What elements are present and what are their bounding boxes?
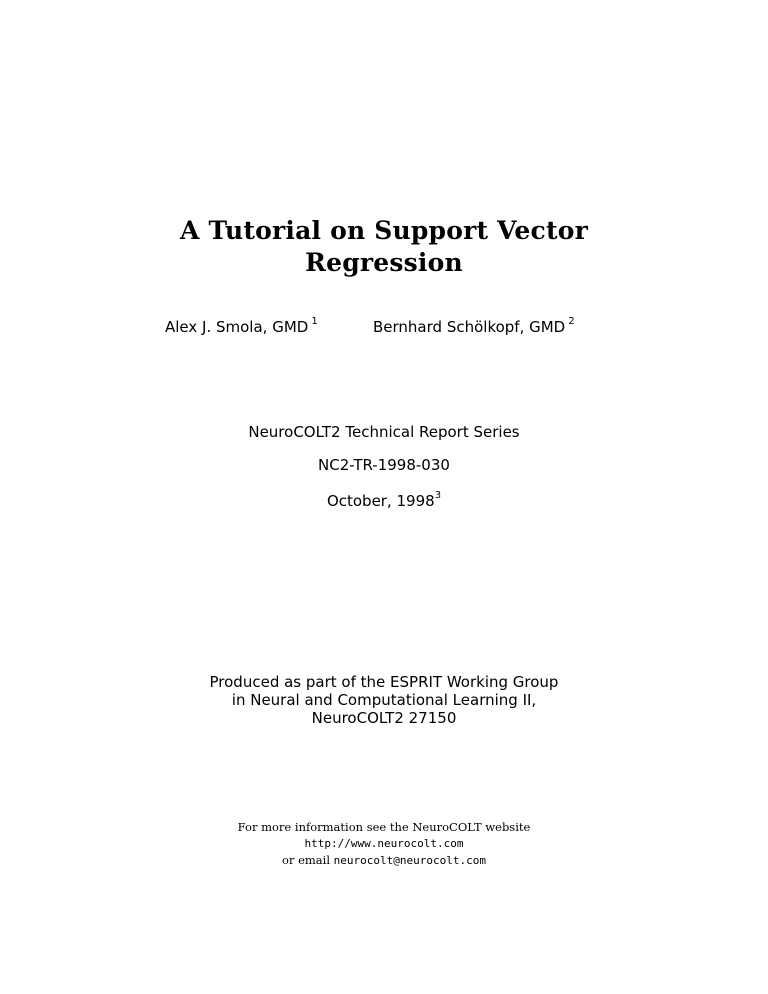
report-number: NC2-TR-1998-030 <box>318 456 450 474</box>
footer-info-text: For more information see the NeuroCOLT website <box>237 820 531 834</box>
report-date <box>0 488 768 511</box>
author-1-name: Alex J. Smola, GMD <box>165 318 309 336</box>
produced-line-3: NeuroCOLT2 27150 <box>311 709 457 727</box>
title-line-1: A Tutorial on Support Vector <box>180 216 588 245</box>
produced-line-2: in Neural and Computational Learning II, <box>231 691 537 709</box>
author-2-footnote-mark: 2 <box>568 316 575 327</box>
author-1 <box>165 314 318 337</box>
author-2 <box>373 314 575 337</box>
author-1-footnote-mark: 1 <box>311 316 318 327</box>
date-footnote-mark: 3 <box>434 490 442 501</box>
email-prefix: or email <box>282 853 330 867</box>
produced-line-1: Produced as part of the ESPRIT Working Group <box>209 673 559 691</box>
website-link[interactable]: http://www.neurocolt.com <box>304 837 464 850</box>
paper-title <box>0 215 768 279</box>
footer-info <box>0 819 768 869</box>
title-line-2: Regression <box>305 248 463 277</box>
author-2-name: Bernhard Schölkopf, GMD <box>373 318 566 336</box>
email-link[interactable]: neurocolt@neurocolt.com <box>333 854 486 867</box>
report-series: NeuroCOLT2 Technical Report Series <box>248 423 520 441</box>
produced-statement <box>0 673 768 727</box>
report-date-text: October, 1998 <box>326 492 435 510</box>
